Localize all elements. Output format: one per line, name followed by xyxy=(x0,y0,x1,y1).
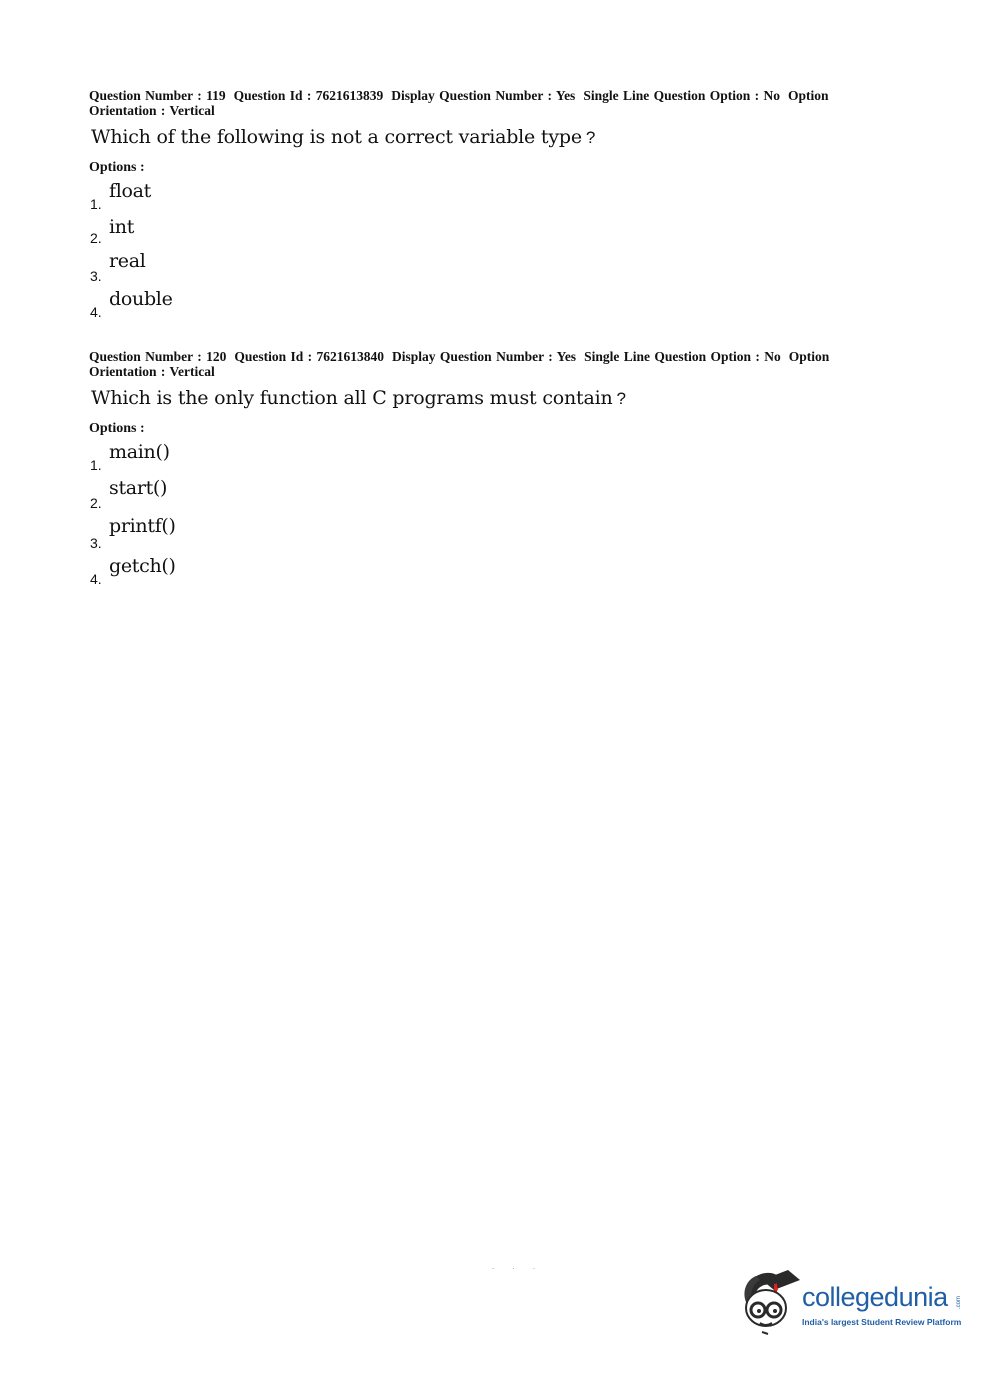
option-text: main() xyxy=(109,441,170,463)
option-number: 2. xyxy=(90,230,102,246)
question-text-body: Which of the following is not a correct variable type xyxy=(91,126,582,148)
question-mark: ? xyxy=(585,128,596,147)
display-question-number: Display Question Number : Yes xyxy=(391,88,576,103)
question-block-120 xyxy=(89,349,879,589)
option-text: float xyxy=(109,180,152,202)
option-orientation: Option Orientation : Vertical xyxy=(89,88,829,118)
option-item xyxy=(89,475,879,513)
option-text: start() xyxy=(109,477,168,499)
option-text: double xyxy=(109,288,173,310)
option-item xyxy=(89,248,879,286)
question-block-119 xyxy=(89,88,879,322)
option-number: 1. xyxy=(90,196,102,212)
question-text xyxy=(91,387,879,409)
question-id: Question Id : 7621613839 xyxy=(233,88,384,103)
option-item xyxy=(89,513,879,553)
option-item xyxy=(89,178,879,214)
collegedunia-logo xyxy=(740,1268,970,1338)
options-list xyxy=(89,439,879,589)
question-meta xyxy=(89,349,879,379)
option-text: printf() xyxy=(109,515,176,537)
option-text: getch() xyxy=(109,555,176,577)
option-text: int xyxy=(109,216,135,238)
logo-wordmark: collegedunia xyxy=(802,1282,948,1312)
single-line-option: Single Line Question Option : No xyxy=(583,88,780,103)
option-number: 4. xyxy=(90,304,102,320)
options-label: Options : xyxy=(89,421,145,436)
display-question-number: Display Question Number : Yes xyxy=(392,349,577,364)
option-orientation: Option Orientation : Vertical xyxy=(89,349,830,379)
question-text xyxy=(91,126,879,148)
option-item xyxy=(89,286,879,322)
question-text-body: Which is the only function all C programs must contain xyxy=(91,387,613,409)
option-item xyxy=(89,553,879,589)
mascot-logo-icon xyxy=(740,1268,802,1336)
option-item xyxy=(89,439,879,475)
option-number: 3. xyxy=(90,268,102,284)
options-label: Options : xyxy=(89,160,145,175)
question-meta xyxy=(89,88,879,118)
option-number: 3. xyxy=(90,535,102,551)
option-text: real xyxy=(109,250,146,272)
option-number: 1. xyxy=(90,457,102,473)
question-id: Question Id : 7621613840 xyxy=(234,349,385,364)
logo-tagline: India's largest Student Review Platform xyxy=(802,1317,962,1327)
question-number: Question Number : 120 xyxy=(89,349,227,364)
single-line-option: Single Line Question Option : No xyxy=(584,349,781,364)
option-item xyxy=(89,214,879,248)
logo-dotcom: .com xyxy=(956,1295,962,1309)
option-number: 4. xyxy=(90,571,102,587)
question-number: Question Number : 119 xyxy=(89,88,226,103)
question-mark: ? xyxy=(616,389,626,408)
options-list xyxy=(89,178,879,322)
option-number: 2. xyxy=(90,495,102,511)
scan-dots: . . . xyxy=(492,1262,544,1271)
